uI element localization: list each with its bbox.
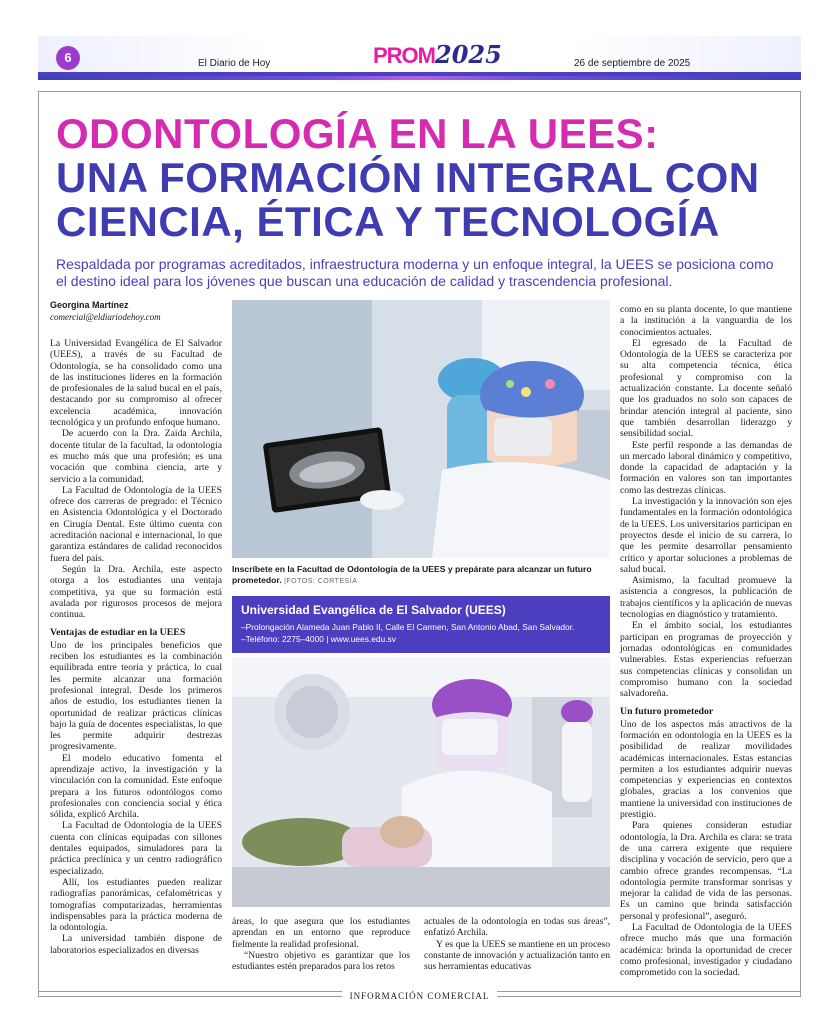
paragraph: La Facultad de Odontología de la UEES ofrece mucho más que una formación académica: brinda la oportunidad de crecer como profesional, investigador y ciudadano comprometido con la sociedad. — [620, 922, 792, 979]
paragraph: áreas, lo que asegura que los estudiantes aprendan en un entorno que reproduce fielmente la realidad profesional. — [232, 916, 410, 950]
paragraph: Uno de los aspectos más atractivos de la formación en odontología en la UEES es la posibilidad de realizar movilidades académicas internacionales. Estas estancias permiten a los estudiantes adquirir nuevas competencias y experiencias en contextos globales, gracias a los convenios que mantiene la universidad con instituciones de prestigio. — [620, 718, 792, 821]
title-line-1: ODONTOLOGÍA EN LA UEES: — [56, 110, 659, 157]
section-logo-year: 2025 — [435, 40, 502, 69]
paragraph: Para quienes consideran estudiar odontología, la Dra. Archila es clara: se trata de una carrera exigente que requiere disciplina y vocación de servicio, pero que a cambio ofrece grandes recompensas. “La odontología permite transformar sonrisas y mejorar la calidad de vida de las personas. Es un camino que brinda satisfacción personal y profesional”, aseguró. — [620, 820, 792, 922]
column-3 — [424, 916, 610, 972]
issue-date: 26 de septiembre de 2025 — [574, 58, 691, 69]
author-email: comercial@eldiariodehoy.com — [50, 312, 161, 322]
paragraph: Y es que la UEES se mantiene en un proceso constante de innovación y actualización tanto en sus herramientas educativas — [424, 938, 610, 973]
paragraph: Según la Dra. Archila, este aspecto otorga a los estudiantes una ventaja competitiva, ya que su formación está avalada por rigurosos procesos de mejora continua. — [50, 563, 222, 621]
author-name: Georgina Martínez — [50, 300, 129, 310]
section-logo — [373, 40, 502, 74]
title-line-3: CIENCIA, ÉTICA Y TECNOLOGÍA — [56, 198, 720, 245]
subheading: Ventajas de estudiar en la UEES — [50, 627, 186, 639]
page-footer — [38, 986, 801, 1004]
caption-credit: |FOTOS: CORTESÍA — [284, 578, 358, 585]
article-title — [56, 112, 796, 244]
photo-caption — [232, 564, 610, 587]
page-number: 6 — [56, 46, 80, 70]
paragraph: “Nuestro objetivo es garantizar que los estudiantes estén preparados para los retos — [232, 949, 410, 973]
paragraph: El modelo educativo fomenta el aprendizaje activo, la investigación y la vinculación con la comunidad. Este enfoque prepara a los futuros odontólogos como profesionales con conciencia social y ética sólida, explicó Archila. — [50, 752, 222, 821]
paragraph: La universidad también dispone de laboratorios especializados en diversas — [50, 933, 222, 956]
paragraph: La investigación y la innovación son ejes fundamentales en la formación odontológica de la UEES. Los universitarios participan en proyectos desde el inicio de su carrera, lo que les permite desarrollar pensamiento crítico y aportar soluciones a problemas de salud bucal. — [620, 496, 792, 575]
article-deck: Respaldada por programas acreditados, infraestructura moderna y un enfoque integral, la UEES se posiciona como el destino ideal para los jóvenes que buscan una educación de calidad y trascendencia profesional. — [56, 256, 774, 289]
footer-label: INFORMACIÓN COMERCIAL — [342, 991, 498, 1001]
contact-phone: –Teléfono: 2275–4000 | www.uees.edu.sv — [241, 634, 396, 644]
paragraph: como en su planta docente, lo que mantiene a la institución a la vanguardia de los conocimientos actuales. — [620, 304, 792, 338]
column-4 — [620, 304, 792, 979]
contact-address: –Prolongación Alameda Juan Pablo II, Calle El Carmen, San Antonio Abad, San Salvador. — [241, 622, 575, 632]
paragraph: En el ámbito social, los estudiantes participan en programas de proyección y jornadas odontológicas en comunidades vulnerables. Estas experiencias refuerzan sus competencias clínicas y consolidan un compromiso humano con la sociedad salvadoreña. — [620, 620, 792, 700]
title-line-2: UNA FORMACIÓN INTEGRAL CON — [56, 154, 760, 201]
paragraph: actuales de la odontología en todas sus áreas”, enfatizó Archila. — [424, 916, 610, 939]
paragraph: El egresado de la Facultad de Odontología de la UEES se caracteriza por su alta competencia técnica, ética profesional y compromiso con la actualización constante. La docente señaló que los graduados no solo son capaces de brindar atención integral al paciente, sino que también desarrollan liderazgo y sensibilidad social. — [620, 337, 792, 440]
contact-box — [232, 596, 610, 653]
contact-name: Universidad Evangélica de El Salvador (UEES) — [241, 603, 506, 617]
section-logo-prom: PROM — [373, 43, 435, 68]
paragraph: La Facultad de Odontología de la UEES ofrece dos carreras de pregrado: el Técnico en Asistencia Odontológica y el Doctorado en Cirugía Dental. Este último cuenta con acreditación nacional e internacional, lo que garantiza estándares de calidad reconocidos fuera del país. — [50, 484, 222, 564]
photo-dental-clinic — [232, 657, 610, 907]
caption-text: Inscríbete en la Facultad de Odontología de la UEES y prepárate para alcanzar un futuro prometedor. — [232, 564, 592, 585]
column-2 — [232, 916, 410, 972]
page-header — [38, 36, 801, 80]
paragraph: Uno de los principales beneficios que reciben los estudiantes es la combinación equilibrada entre teoría y práctica, lo cual les permite alcanzar una formación profesional integral. Desde los primeros años de estudio, los estudiantes tienen la oportunidad de realizar prácticas clínicas bajo la guía de docentes especialistas, lo que les permite adquirir destrezas progresivamente. — [50, 639, 222, 753]
paragraph: De acuerdo con la Dra. Zaida Archila, docente titular de la facultad, la odontología es mucho más que una profesión; es una vocación que combina ciencia, arte y servicio a la comunidad. — [50, 428, 222, 485]
column-1 — [50, 338, 222, 956]
paragraph: Este perfil responde a las demandas de un mercado laboral dinámico y competitivo, donde la capacidad de adaptación y la formación en valores son tan importantes como las destrezas clínicas. — [620, 439, 792, 496]
paragraph: La Universidad Evangélica de El Salvador (UEES), a través de su Facultad de Odontología, se ha consolidado como una de las instituciones líderes en la formación de profesionales de la salud bucal en el país, destacando por su compromiso al ofrecer excelencia académica, innovación tecnológica y un profundo enfoque humano. — [50, 338, 222, 429]
paper-name: El Diario de Hoy — [198, 58, 271, 69]
subheading: Un futuro prometedor — [620, 706, 714, 718]
paragraph: Asimismo, la facultad promueve la asistencia a congresos, la publicación de trabajos científicos y la aplicación de nuevas tecnologías en diagnóstico y tratamiento. — [620, 575, 792, 621]
paragraph: Allí, los estudiantes pueden realizar radiografías panorámicas, cefalométricas y tomografías computarizadas, herramientas indispensables para la práctica moderna de la odontología. — [50, 876, 222, 934]
paragraph: La Facultad de Odontología de la UEES cuenta con clínicas equipadas con sillones dentales equipados, simuladores para la práctica preclínica y un centro radiográfico especializado. — [50, 820, 222, 877]
photo-dental-clinic-illustration — [232, 657, 610, 907]
photo-dentist-xray — [232, 300, 610, 558]
photo-dentist-xray-illustration — [232, 300, 610, 558]
